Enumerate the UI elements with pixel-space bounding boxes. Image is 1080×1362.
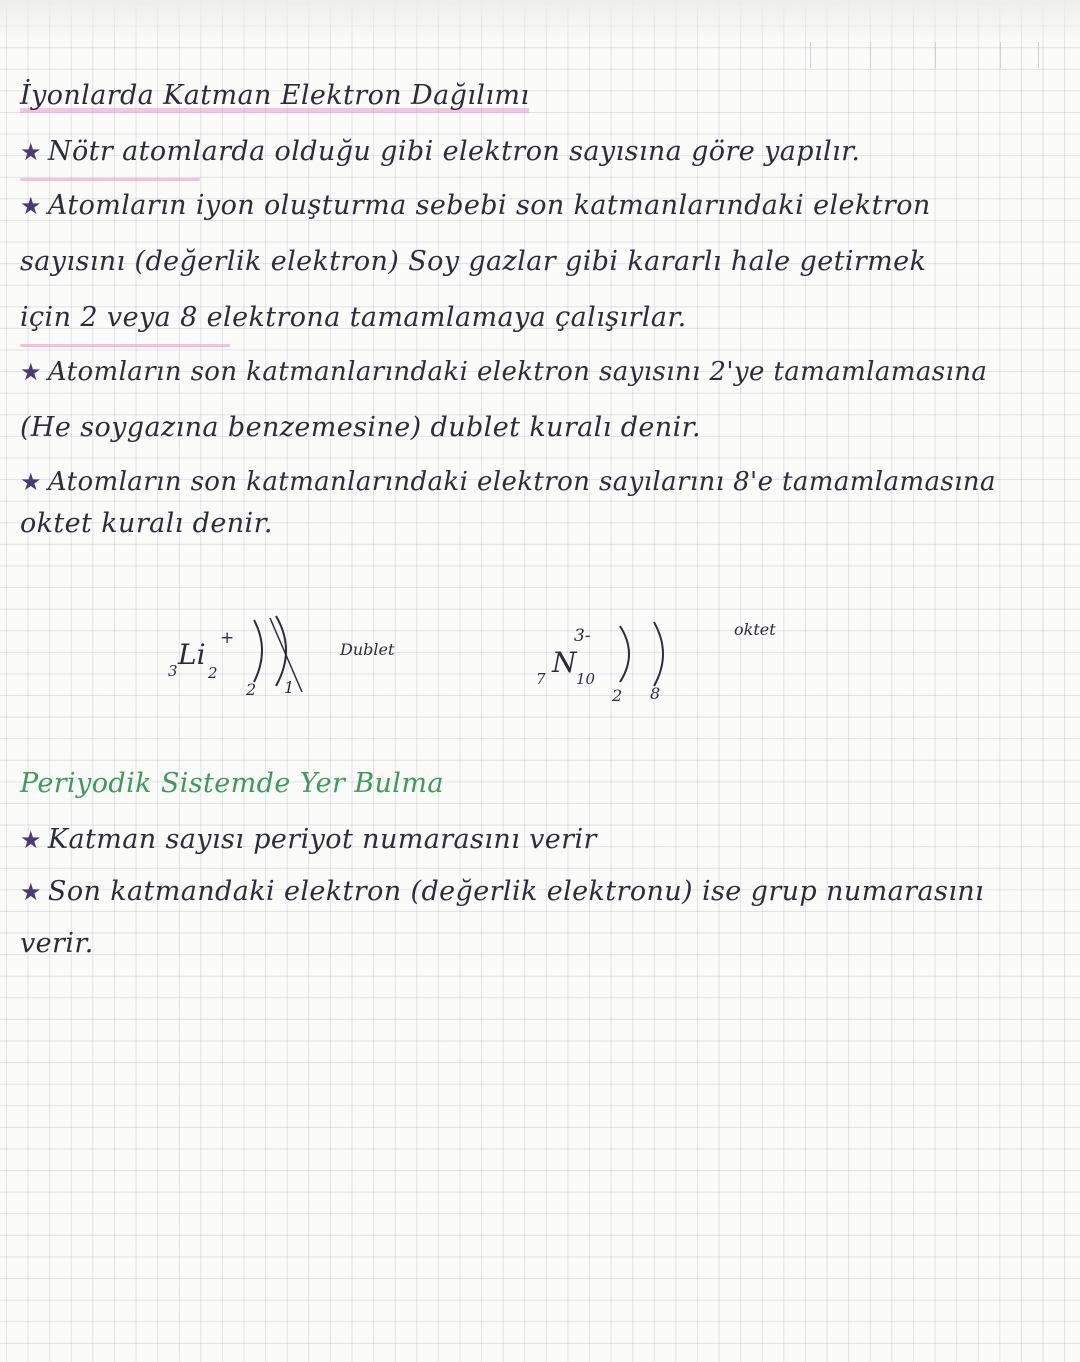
pink-underline (20, 178, 200, 181)
line-text: Katman sayısı periyot numarasını verir (47, 824, 597, 855)
line-text: Atomların son katmanlarındaki elektron sayılarını 8'e tamamlamasına (47, 467, 996, 497)
ion-charge: + (220, 628, 235, 648)
bullet-line (20, 876, 1070, 907)
line-text: oktet kuralı denir. (20, 508, 273, 539)
section2-title: Periyodik Sistemde Yer Bulma (20, 768, 444, 799)
ion-charge: 3- (574, 626, 591, 646)
section2-heading (20, 768, 1070, 799)
star-icon: ★ (20, 826, 42, 854)
line-text: Atomların iyon oluşturma sebebi son katmanlarındaki elektron (47, 190, 931, 221)
text-line (20, 412, 1070, 443)
pink-underline (20, 344, 230, 347)
star-icon: ★ (20, 358, 42, 386)
atomic-number: 7 (536, 670, 546, 688)
electron-count: 10 (576, 670, 596, 688)
dublet-label: Dublet (340, 640, 395, 659)
line-text: Atomların son katmanlarındaki elektron sayısını 2'ye tamamlamasına (47, 357, 988, 387)
star-icon: ★ (20, 192, 42, 220)
text-line (20, 246, 1070, 277)
star-icon: ★ (20, 878, 42, 906)
bullet-line (20, 356, 1070, 387)
text-line (20, 302, 1070, 333)
shell-electron-count: 1 (284, 678, 295, 697)
line-text: için 2 veya 8 elektrona tamamlamaya çalışırlar. (20, 302, 687, 333)
star-icon: ★ (20, 468, 42, 496)
electron-count: 2 (208, 664, 218, 682)
shell-electron-count: 2 (612, 686, 623, 705)
bullet-line (20, 824, 1070, 855)
atomic-number: 3 (168, 662, 178, 680)
line-text: (He soygazına benzemesine) dublet kuralı denir. (20, 412, 701, 443)
page-top-edge (0, 0, 1080, 46)
bullet-line (20, 466, 1070, 497)
shell-electron-count: 2 (246, 680, 257, 699)
line-text: Son katmandaki elektron (değerlik elektronu) ise grup numarasını (47, 876, 985, 907)
star-icon: ★ (20, 138, 42, 166)
line-text: verir. (20, 928, 94, 959)
text-line (20, 928, 1070, 959)
bullet-line (20, 190, 1070, 221)
text-line (20, 508, 1070, 539)
binder-marks (810, 42, 1040, 68)
line-text: sayısını (değerlik elektron) Soy gazlar gibi kararlı hale getirmek (20, 246, 927, 277)
element-symbol: N (552, 646, 577, 679)
section1-heading (20, 80, 1070, 111)
shell-electron-count: 8 (650, 684, 661, 703)
line-text: Nötr atomlarda olduğu gibi elektron sayısına göre yapılır. (47, 136, 861, 167)
bullet-line (20, 136, 1070, 167)
element-symbol: Li (178, 638, 206, 671)
section1-title: İyonlarda Katman Elektron Dağılımı (20, 80, 530, 111)
oktet-label: oktet (734, 620, 776, 639)
